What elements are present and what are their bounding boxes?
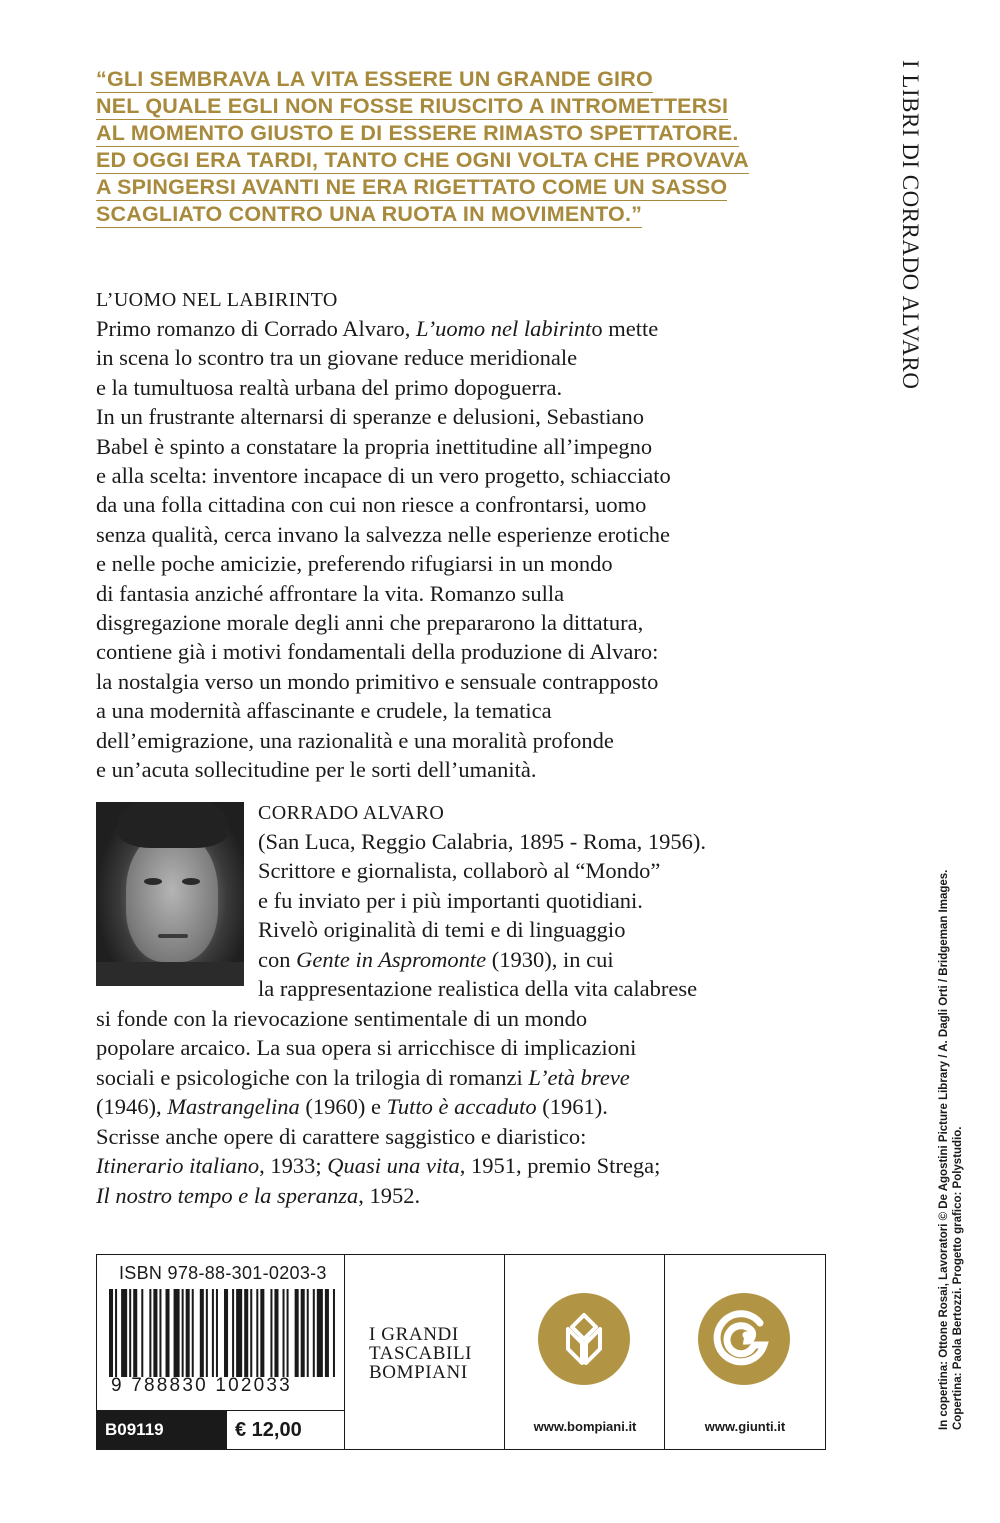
cover-credit-line: In copertina: Ottone Rosai, Lavoratori © De Agostini Picture Library / A. Dagli Orti / Bridgeman Images. xyxy=(938,869,950,1430)
book-synopsis xyxy=(96,314,836,785)
synopsis-line: senza qualità, cerca invano la salvezza nelle esperienze erotiche xyxy=(96,521,671,547)
author-bio-line: la rappresentazione realistica della vita calabrese xyxy=(258,976,698,1001)
author-bio-line: (San Luca, Reggio Calabria, 1895 - Roma, 1956). xyxy=(258,829,707,854)
synopsis-line: e la tumultuosa realtà urbana del primo dopoguerra. xyxy=(96,374,563,400)
synopsis-line: e un’acuta sollecitudine per le sorti dell’umanità. xyxy=(96,757,537,783)
series-line: TASCABILI xyxy=(369,1343,473,1364)
barcode-bar xyxy=(270,1289,272,1377)
back-cover-quote xyxy=(96,66,749,228)
cover-credits xyxy=(938,830,968,1430)
author-bio-line: Itinerario italiano, 1933; Quasi una vita, 1951, premio Strega; xyxy=(96,1153,661,1178)
synopsis-line: a una modernità affascinante e crudele, la tematica xyxy=(96,698,552,724)
author-bio-line: e fu inviato per i più importanti quotidiani. xyxy=(258,888,643,913)
giunti-url: www.giunti.it xyxy=(704,1419,786,1434)
barcode-bar xyxy=(200,1289,204,1377)
series-cell xyxy=(345,1255,505,1449)
barcode-bar xyxy=(325,1289,329,1377)
barcode-bar xyxy=(212,1289,214,1377)
quote-line: NEL QUALE EGLI NON FOSSE RIUSCITO A INTROMETTERSI xyxy=(96,94,729,118)
author-collar xyxy=(96,962,244,986)
barcode-bar xyxy=(129,1289,131,1377)
book-code: B09119 xyxy=(97,1411,227,1449)
bompiani-logo-icon xyxy=(538,1293,630,1385)
author-name-heading: CORRADO ALVARO xyxy=(258,802,445,824)
book-price: € 12,00 xyxy=(235,1419,302,1441)
barcode-bar xyxy=(274,1289,278,1377)
author-bio-line: Scrittore e giornalista, collaborò al “Mondo” xyxy=(258,858,661,883)
synopsis-line: di fantasia anziché affrontare la vita. Romanzo sulla xyxy=(96,580,565,606)
author-bio-line: Il nostro tempo e la speranza, 1952. xyxy=(96,1183,421,1208)
giunti-spiral-icon xyxy=(698,1293,790,1385)
synopsis-line: da una folla cittadina con cui non riesce a confrontarsi, uomo xyxy=(96,492,647,518)
barcode-bar xyxy=(192,1289,194,1377)
author-bio-line: Rivelò originalità di temi e di linguaggio xyxy=(258,917,626,942)
barcode-bar xyxy=(232,1289,234,1377)
quote-line: “GLI SEMBRAVA LA VITA ESSERE UN GRANDE GIRO xyxy=(96,67,653,91)
barcode-bar xyxy=(301,1289,305,1377)
barcode-bar xyxy=(333,1289,335,1377)
barcode-bar xyxy=(121,1289,127,1377)
synopsis-line: in scena lo scontro tra un giovane reduce meridionale xyxy=(96,345,578,371)
synopsis-line: Primo romanzo di Corrado Alvaro, L’uomo nel labirinto mette xyxy=(96,316,659,341)
giunti-logo-icon xyxy=(698,1293,790,1385)
bompiani-cell xyxy=(505,1255,665,1449)
author-eye xyxy=(182,878,200,885)
author-bio-line: si fonde con la rievocazione sentimentale di un mondo xyxy=(96,1006,588,1031)
quote-line: ED OGGI ERA TARDI, TANTO CHE OGNI VOLTA CHE PROVAVA xyxy=(96,148,749,172)
series-logo-text xyxy=(369,1325,472,1382)
spine-series-title xyxy=(880,60,940,420)
series-line: BOMPIANI xyxy=(369,1362,468,1383)
bompiani-url: www.bompiani.it xyxy=(533,1419,637,1434)
synopsis-line: e nelle poche amicizie, preferendo rifugiarsi in un mondo xyxy=(96,551,613,577)
barcode-bar xyxy=(256,1289,258,1377)
synopsis-line: dell’emigrazione, una razionalità e una moralità profonde xyxy=(96,727,614,753)
barcode-bar xyxy=(216,1289,218,1377)
barcode-bar xyxy=(141,1289,143,1377)
series-line: I GRANDI xyxy=(369,1324,459,1345)
synopsis-line: e alla scelta: inventore incapace di un vero progetto, schiacciato xyxy=(96,463,671,489)
bompiani-flower-icon xyxy=(538,1293,630,1385)
barcode-bar xyxy=(224,1289,228,1377)
barcode-bar xyxy=(153,1289,157,1377)
barcode-bar xyxy=(206,1289,208,1377)
synopsis-line: In un frustrante alternarsi di speranze e delusioni, Sebastiano xyxy=(96,404,644,430)
barcode-image xyxy=(109,1289,337,1377)
synopsis-line: disgregazione morale degli anni che prepararono la dittatura, xyxy=(96,610,644,636)
barcode-bar xyxy=(174,1289,180,1377)
barcode-bar xyxy=(236,1289,242,1377)
author-bio-line: con Gente in Aspromonte (1930), in cui xyxy=(258,947,614,972)
synopsis-line: la nostalgia verso un mondo primitivo e sensuale contrapposto xyxy=(96,668,659,694)
isbn-label: ISBN 978-88-301-0203-3 xyxy=(119,1263,327,1283)
author-bio-line: popolare arcaico. La sua opera si arricchisce di implicazioni xyxy=(96,1035,637,1060)
barcode-bar xyxy=(295,1289,299,1377)
barcode-bar xyxy=(186,1289,190,1377)
quote-line: SCAGLIATO CONTRO UNA RUOTA IN MOVIMENTO.” xyxy=(96,202,643,226)
barcode-bar xyxy=(133,1289,137,1377)
author-photo xyxy=(96,802,244,986)
author-bio-line: Scrisse anche opere di carattere saggistico e diaristico: xyxy=(96,1124,587,1149)
author-face xyxy=(126,832,218,962)
barcode-bar xyxy=(109,1289,113,1377)
barcode-bar xyxy=(260,1289,264,1377)
spine-series-text: I LIBRI DI CORRADO ALVARO xyxy=(898,60,923,390)
barcode-bar xyxy=(250,1289,252,1377)
author-mouth xyxy=(158,934,188,938)
barcode-bar xyxy=(244,1289,248,1377)
barcode-bar xyxy=(313,1289,315,1377)
barcode-bar xyxy=(283,1289,285,1377)
author-eye xyxy=(144,878,162,885)
code-price-row xyxy=(97,1410,345,1449)
author-bio-line: sociali e psicologiche con la trilogia di romanzi L’età breve xyxy=(96,1065,630,1090)
barcode-bar xyxy=(182,1289,184,1377)
barcode-bar xyxy=(159,1289,161,1377)
quote-line: A SPINGERSI AVANTI NE ERA RIGETTATO COME UN SASSO xyxy=(96,175,728,199)
barcode-cell xyxy=(97,1255,345,1449)
barcode-bar xyxy=(149,1289,151,1377)
barcode-bar xyxy=(115,1289,117,1377)
author-hair xyxy=(118,802,228,848)
barcode-bar xyxy=(287,1289,289,1377)
giunti-cell xyxy=(665,1255,825,1449)
barcode-bar xyxy=(317,1289,323,1377)
synopsis-line: Babel è spinto a constatare la propria inettitudine all’impegno xyxy=(96,433,653,459)
barcode-bar xyxy=(166,1289,170,1377)
cover-credit-line: Copertina: Paola Bertozzi. Progetto grafico: Polystudio. xyxy=(952,1126,964,1430)
barcode-digits: 9 788830 102033 xyxy=(111,1375,292,1396)
synopsis-line: contiene già i motivi fondamentali della produzione di Alvaro: xyxy=(96,639,659,665)
bottom-info-box xyxy=(96,1254,826,1450)
quote-line: AL MOMENTO GIUSTO E DI ESSERE RIMASTO SPETTATORE. xyxy=(96,121,739,145)
book-title-heading: L’UOMO NEL LABIRINTO xyxy=(96,289,338,311)
barcode-bar xyxy=(307,1289,309,1377)
author-bio-line: (1946), Mastrangelina (1960) e Tutto è accaduto (1961). xyxy=(96,1094,608,1119)
